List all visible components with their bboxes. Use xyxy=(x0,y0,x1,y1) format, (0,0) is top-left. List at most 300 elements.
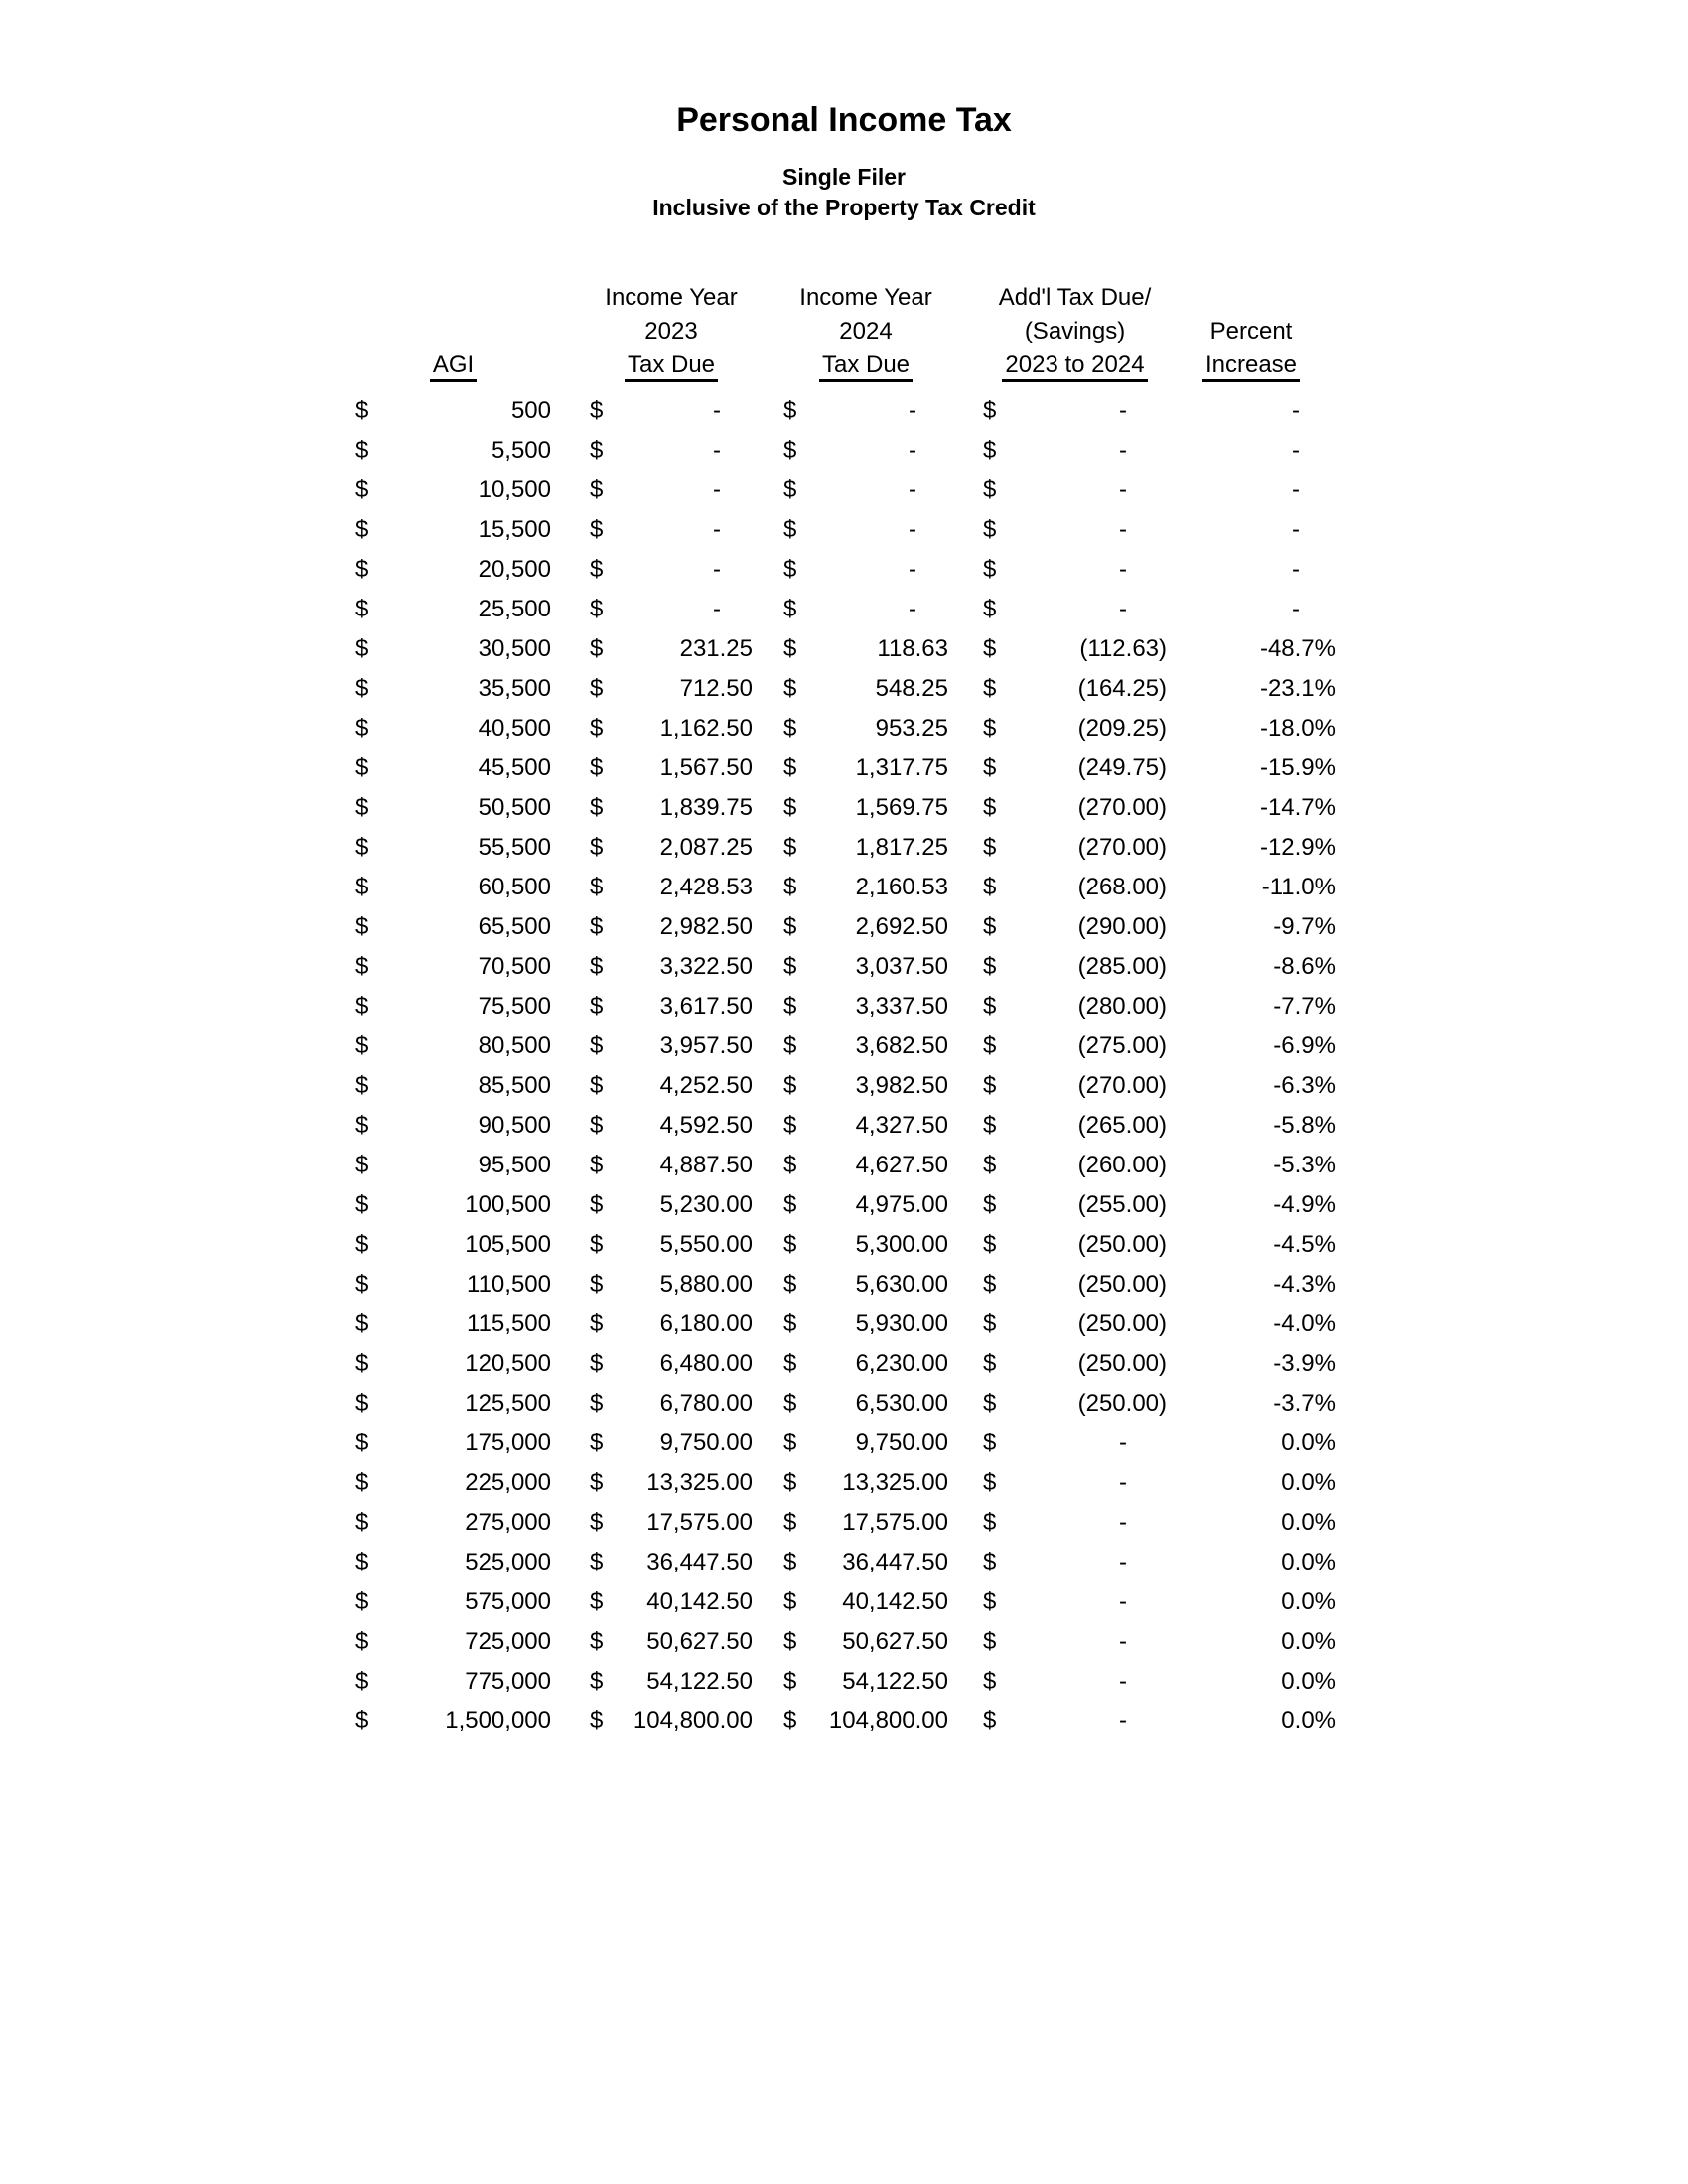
tax-2023-value: 231.25 xyxy=(679,635,753,662)
table-row xyxy=(355,1304,1338,1344)
table-row xyxy=(355,1344,1338,1384)
tax-2024-cell xyxy=(783,550,948,590)
tax-2023-cell xyxy=(590,510,753,550)
tax-2024-value: 5,930.00 xyxy=(855,1310,948,1337)
currency-symbol: $ xyxy=(783,1390,797,1417)
currency-symbol: $ xyxy=(355,834,369,861)
tax-2024-value: 6,230.00 xyxy=(855,1350,948,1377)
column-spacer xyxy=(551,1424,590,1463)
percent-value: -4.9% xyxy=(1273,1191,1336,1218)
savings-cell xyxy=(983,1662,1167,1702)
percent-value: 0.0% xyxy=(1281,1707,1336,1734)
percent-cell xyxy=(1167,987,1336,1026)
currency-symbol: $ xyxy=(783,1191,797,1218)
currency-symbol: $ xyxy=(590,675,604,702)
currency-symbol: $ xyxy=(355,1588,369,1615)
tax-2023-value: 1,162.50 xyxy=(659,715,753,742)
tax-2024-cell xyxy=(783,1424,948,1463)
column-spacer xyxy=(551,1265,590,1304)
column-spacer xyxy=(753,471,783,510)
agi-cell xyxy=(355,1384,551,1424)
currency-symbol: $ xyxy=(983,913,997,940)
currency-symbol: $ xyxy=(983,1191,997,1218)
column-spacer xyxy=(753,1503,783,1543)
tax-2023-cell xyxy=(590,709,753,749)
tax-2023-cell xyxy=(590,1106,753,1146)
savings-value: (260.00) xyxy=(1077,1152,1167,1178)
savings-cell xyxy=(983,987,1167,1026)
column-spacer xyxy=(753,1225,783,1265)
agi-value: 55,500 xyxy=(478,834,551,861)
percent-cell xyxy=(1167,1066,1336,1106)
tax-2024-cell xyxy=(783,788,948,828)
column-spacer xyxy=(948,947,983,987)
tax-2023-cell xyxy=(590,1503,753,1543)
savings-cell xyxy=(983,1622,1167,1662)
column-spacer xyxy=(948,510,983,550)
column-spacer xyxy=(551,1384,590,1424)
column-spacer xyxy=(948,1582,983,1622)
agi-cell xyxy=(355,1543,551,1582)
tax-2023-value: 3,957.50 xyxy=(659,1032,753,1059)
table-row xyxy=(355,1543,1338,1582)
tax-2024-value: - xyxy=(909,556,916,583)
savings-value: (250.00) xyxy=(1077,1271,1167,1297)
tax-2023-cell xyxy=(590,629,753,669)
tax-2023-cell xyxy=(590,1384,753,1424)
currency-symbol: $ xyxy=(355,1310,369,1337)
tax-2023-cell xyxy=(590,1662,753,1702)
currency-symbol: $ xyxy=(983,596,997,622)
percent-cell xyxy=(1167,1622,1336,1662)
column-spacer xyxy=(753,709,783,749)
column-spacer xyxy=(551,510,590,550)
percent-value: 0.0% xyxy=(1281,1549,1336,1575)
agi-value: 10,500 xyxy=(478,477,551,503)
percent-value: - xyxy=(1292,516,1300,543)
tax-2024-value: - xyxy=(909,596,916,622)
percent-value: 0.0% xyxy=(1281,1668,1336,1695)
agi-value: 115,500 xyxy=(467,1310,551,1337)
tax-2024-cell xyxy=(783,590,948,629)
table-row xyxy=(355,1702,1338,1741)
currency-symbol: $ xyxy=(783,1509,797,1536)
currency-symbol: $ xyxy=(590,1152,604,1178)
column-spacer xyxy=(753,590,783,629)
column-spacer xyxy=(753,1344,783,1384)
currency-symbol: $ xyxy=(983,1668,997,1695)
savings-value: - xyxy=(1119,556,1127,583)
savings-cell xyxy=(983,629,1167,669)
savings-value: (250.00) xyxy=(1077,1231,1167,1258)
percent-cell xyxy=(1167,1304,1336,1344)
tax-2024-cell xyxy=(783,1622,948,1662)
tax-2023-value: - xyxy=(713,477,721,503)
currency-symbol: $ xyxy=(590,754,604,781)
tax-2023-value: 2,087.25 xyxy=(659,834,753,861)
column-spacer xyxy=(551,1503,590,1543)
agi-cell xyxy=(355,1503,551,1543)
percent-cell xyxy=(1167,1185,1336,1225)
currency-symbol: $ xyxy=(983,1707,997,1734)
column-spacer xyxy=(551,590,590,629)
table-row xyxy=(355,788,1338,828)
currency-symbol: $ xyxy=(355,1430,369,1456)
currency-symbol: $ xyxy=(783,754,797,781)
column-spacer xyxy=(753,1146,783,1185)
tax-2023-value: 13,325.00 xyxy=(646,1469,753,1496)
tax-2023-cell xyxy=(590,1582,753,1622)
subtitle-block xyxy=(0,162,1688,223)
tax-2024-cell xyxy=(783,1463,948,1503)
currency-symbol: $ xyxy=(983,754,997,781)
percent-cell xyxy=(1167,709,1336,749)
currency-symbol: $ xyxy=(355,635,369,662)
subtitle-filer: Single Filer xyxy=(782,164,906,190)
currency-symbol: $ xyxy=(783,516,797,543)
agi-cell xyxy=(355,1185,551,1225)
currency-symbol: $ xyxy=(590,1549,604,1575)
currency-symbol: $ xyxy=(590,437,604,464)
currency-symbol: $ xyxy=(983,1430,997,1456)
table-row xyxy=(355,590,1338,629)
column-spacer xyxy=(948,1304,983,1344)
currency-symbol: $ xyxy=(783,477,797,503)
savings-value: (280.00) xyxy=(1077,993,1167,1020)
percent-cell xyxy=(1167,749,1336,788)
tax-2023-value: 54,122.50 xyxy=(646,1668,753,1695)
tax-2024-cell xyxy=(783,431,948,471)
currency-symbol: $ xyxy=(783,1628,797,1655)
currency-symbol: $ xyxy=(590,1390,604,1417)
column-spacer xyxy=(948,1026,983,1066)
column-spacer xyxy=(753,788,783,828)
savings-cell xyxy=(983,1384,1167,1424)
currency-symbol: $ xyxy=(355,675,369,702)
agi-cell xyxy=(355,510,551,550)
column-spacer xyxy=(948,709,983,749)
percent-value: 0.0% xyxy=(1281,1430,1336,1456)
column-spacer xyxy=(753,281,783,382)
column-spacer xyxy=(753,907,783,947)
tax-2024-value: - xyxy=(909,437,916,464)
savings-value: (270.00) xyxy=(1077,1072,1167,1099)
tax-2023-cell xyxy=(590,1146,753,1185)
header-tax-2023: Income Year 2023 Tax Due xyxy=(590,281,753,382)
agi-cell xyxy=(355,1304,551,1344)
percent-value: -9.7% xyxy=(1273,913,1336,940)
tax-2024-value: 1,817.25 xyxy=(855,834,948,861)
column-spacer xyxy=(948,868,983,907)
currency-symbol: $ xyxy=(983,874,997,900)
currency-symbol: $ xyxy=(983,516,997,543)
currency-symbol: $ xyxy=(590,913,604,940)
header-tax-2024: Income Year 2024 Tax Due xyxy=(783,281,948,382)
tax-2024-cell xyxy=(783,1106,948,1146)
table-row xyxy=(355,947,1338,987)
currency-symbol: $ xyxy=(355,913,369,940)
column-spacer xyxy=(948,1146,983,1185)
savings-cell xyxy=(983,1146,1167,1185)
percent-value: -6.3% xyxy=(1273,1072,1336,1099)
agi-cell xyxy=(355,947,551,987)
column-spacer xyxy=(551,1066,590,1106)
tax-2024-value: 548.25 xyxy=(875,675,948,702)
column-spacer xyxy=(551,431,590,471)
agi-cell xyxy=(355,550,551,590)
savings-value: - xyxy=(1119,1628,1127,1655)
savings-value: - xyxy=(1119,1668,1127,1695)
currency-symbol: $ xyxy=(983,635,997,662)
agi-value: 225,000 xyxy=(465,1469,551,1496)
currency-symbol: $ xyxy=(590,1628,604,1655)
currency-symbol: $ xyxy=(355,556,369,583)
savings-value: (270.00) xyxy=(1077,794,1167,821)
currency-symbol: $ xyxy=(355,596,369,622)
percent-cell xyxy=(1167,1146,1336,1185)
tax-2024-value: 5,630.00 xyxy=(855,1271,948,1297)
percent-cell xyxy=(1167,629,1336,669)
tax-2024-value: 3,982.50 xyxy=(855,1072,948,1099)
column-spacer xyxy=(551,1106,590,1146)
currency-symbol: $ xyxy=(783,1588,797,1615)
agi-value: 100,500 xyxy=(465,1191,551,1218)
tax-2024-value: - xyxy=(909,516,916,543)
currency-symbol: $ xyxy=(590,1191,604,1218)
savings-value: (250.00) xyxy=(1077,1390,1167,1417)
tax-2023-cell xyxy=(590,590,753,629)
percent-cell xyxy=(1167,788,1336,828)
agi-value: 20,500 xyxy=(478,556,551,583)
currency-symbol: $ xyxy=(783,635,797,662)
column-spacer xyxy=(948,1344,983,1384)
agi-cell xyxy=(355,1582,551,1622)
savings-cell xyxy=(983,828,1167,868)
tax-2024-cell xyxy=(783,629,948,669)
header-savings-label: 2023 to 2024 xyxy=(1002,351,1147,382)
savings-value: (164.25) xyxy=(1077,675,1167,702)
percent-value: -4.0% xyxy=(1273,1310,1336,1337)
currency-symbol: $ xyxy=(590,596,604,622)
tax-2023-value: 50,627.50 xyxy=(646,1628,753,1655)
tax-2023-cell xyxy=(590,1702,753,1741)
currency-symbol: $ xyxy=(355,1112,369,1139)
table-row xyxy=(355,709,1338,749)
currency-symbol: $ xyxy=(783,1310,797,1337)
tax-2023-cell xyxy=(590,1225,753,1265)
tax-2024-cell xyxy=(783,1026,948,1066)
currency-symbol: $ xyxy=(783,556,797,583)
column-spacer xyxy=(948,1702,983,1741)
column-spacer xyxy=(948,987,983,1026)
percent-value: - xyxy=(1292,556,1300,583)
tax-2024-value: - xyxy=(909,397,916,424)
table-row xyxy=(355,1582,1338,1622)
agi-value: 105,500 xyxy=(465,1231,551,1258)
column-spacer xyxy=(948,828,983,868)
currency-symbol: $ xyxy=(983,1072,997,1099)
agi-cell xyxy=(355,709,551,749)
column-spacer xyxy=(948,907,983,947)
currency-symbol: $ xyxy=(983,953,997,980)
table-row xyxy=(355,1225,1338,1265)
currency-symbol: $ xyxy=(983,1152,997,1178)
table-row xyxy=(355,471,1338,510)
tax-2023-cell xyxy=(590,1463,753,1503)
tax-2024-cell xyxy=(783,749,948,788)
column-spacer xyxy=(551,788,590,828)
tax-2024-cell xyxy=(783,709,948,749)
table-row xyxy=(355,1384,1338,1424)
tax-2023-cell xyxy=(590,391,753,431)
currency-symbol: $ xyxy=(355,1152,369,1178)
savings-cell xyxy=(983,471,1167,510)
savings-value: - xyxy=(1119,477,1127,503)
column-spacer xyxy=(551,629,590,669)
table-row xyxy=(355,550,1338,590)
tax-2024-value: 6,530.00 xyxy=(855,1390,948,1417)
table-row xyxy=(355,391,1338,431)
table-row xyxy=(355,907,1338,947)
agi-value: 50,500 xyxy=(478,794,551,821)
currency-symbol: $ xyxy=(783,675,797,702)
tax-2024-cell xyxy=(783,1503,948,1543)
agi-value: 525,000 xyxy=(465,1549,551,1575)
currency-symbol: $ xyxy=(783,1072,797,1099)
agi-value: 575,000 xyxy=(465,1588,551,1615)
agi-value: 40,500 xyxy=(478,715,551,742)
savings-value: (209.25) xyxy=(1077,715,1167,742)
currency-symbol: $ xyxy=(590,715,604,742)
agi-cell xyxy=(355,669,551,709)
currency-symbol: $ xyxy=(355,794,369,821)
table-row xyxy=(355,510,1338,550)
column-spacer xyxy=(551,947,590,987)
tax-2023-value: 1,839.75 xyxy=(659,794,753,821)
currency-symbol: $ xyxy=(590,1668,604,1695)
currency-symbol: $ xyxy=(590,1588,604,1615)
table-row xyxy=(355,749,1338,788)
percent-cell xyxy=(1167,471,1336,510)
agi-value: 75,500 xyxy=(478,993,551,1020)
savings-cell xyxy=(983,1503,1167,1543)
agi-cell xyxy=(355,868,551,907)
agi-cell xyxy=(355,788,551,828)
column-spacer xyxy=(948,669,983,709)
savings-cell xyxy=(983,907,1167,947)
agi-cell xyxy=(355,1066,551,1106)
tax-2024-cell xyxy=(783,669,948,709)
table-row xyxy=(355,1146,1338,1185)
percent-value: 0.0% xyxy=(1281,1469,1336,1496)
percent-cell xyxy=(1167,947,1336,987)
currency-symbol: $ xyxy=(983,993,997,1020)
savings-cell xyxy=(983,669,1167,709)
percent-cell xyxy=(1167,1344,1336,1384)
agi-value: 275,000 xyxy=(465,1509,551,1536)
savings-cell xyxy=(983,947,1167,987)
tax-2024-cell xyxy=(783,1384,948,1424)
percent-cell xyxy=(1167,391,1336,431)
tax-2023-value: 36,447.50 xyxy=(646,1549,753,1575)
column-spacer xyxy=(753,1384,783,1424)
table-row xyxy=(355,1622,1338,1662)
currency-symbol: $ xyxy=(983,794,997,821)
tax-2024-value: 3,682.50 xyxy=(855,1032,948,1059)
column-spacer xyxy=(948,1384,983,1424)
agi-value: 120,500 xyxy=(465,1350,551,1377)
currency-symbol: $ xyxy=(590,1310,604,1337)
tax-2023-value: 4,887.50 xyxy=(659,1152,753,1178)
percent-value: -15.9% xyxy=(1259,754,1336,781)
savings-value: - xyxy=(1119,1549,1127,1575)
table-row xyxy=(355,828,1338,868)
currency-symbol: $ xyxy=(983,1469,997,1496)
savings-value: (270.00) xyxy=(1077,834,1167,861)
agi-cell xyxy=(355,1702,551,1741)
currency-symbol: $ xyxy=(783,1032,797,1059)
tax-2023-cell xyxy=(590,1265,753,1304)
column-spacer xyxy=(948,1543,983,1582)
agi-cell xyxy=(355,1344,551,1384)
savings-value: - xyxy=(1119,1509,1127,1536)
percent-cell xyxy=(1167,1106,1336,1146)
percent-value: -48.7% xyxy=(1259,635,1336,662)
percent-value: -7.7% xyxy=(1273,993,1336,1020)
percent-cell xyxy=(1167,510,1336,550)
savings-value: (290.00) xyxy=(1077,913,1167,940)
currency-symbol: $ xyxy=(590,477,604,503)
currency-symbol: $ xyxy=(983,715,997,742)
percent-cell xyxy=(1167,1265,1336,1304)
tax-2024-cell xyxy=(783,510,948,550)
tax-2023-cell xyxy=(590,749,753,788)
agi-value: 85,500 xyxy=(478,1072,551,1099)
savings-cell xyxy=(983,868,1167,907)
currency-symbol: $ xyxy=(590,834,604,861)
tax-2023-cell xyxy=(590,907,753,947)
column-spacer xyxy=(753,1702,783,1741)
tax-2023-cell xyxy=(590,1066,753,1106)
header-tax-2024-label: Tax Due xyxy=(819,351,913,382)
currency-symbol: $ xyxy=(983,556,997,583)
percent-value: 0.0% xyxy=(1281,1628,1336,1655)
column-spacer xyxy=(551,391,590,431)
currency-symbol: $ xyxy=(983,1549,997,1575)
percent-value: -18.0% xyxy=(1259,715,1336,742)
table-row xyxy=(355,868,1338,907)
tax-2023-value: 6,180.00 xyxy=(659,1310,753,1337)
currency-symbol: $ xyxy=(983,437,997,464)
currency-symbol: $ xyxy=(355,715,369,742)
savings-cell xyxy=(983,749,1167,788)
savings-cell xyxy=(983,1066,1167,1106)
currency-symbol: $ xyxy=(983,1112,997,1139)
currency-symbol: $ xyxy=(783,715,797,742)
column-spacer xyxy=(753,868,783,907)
column-spacer xyxy=(551,1702,590,1741)
percent-value: -5.8% xyxy=(1273,1112,1336,1139)
savings-cell xyxy=(983,1463,1167,1503)
savings-cell xyxy=(983,1185,1167,1225)
column-spacer xyxy=(753,669,783,709)
column-spacer xyxy=(753,1026,783,1066)
percent-cell xyxy=(1167,1543,1336,1582)
tax-2023-value: - xyxy=(713,556,721,583)
column-spacer xyxy=(551,1662,590,1702)
tax-2023-cell xyxy=(590,1622,753,1662)
column-spacer xyxy=(551,669,590,709)
